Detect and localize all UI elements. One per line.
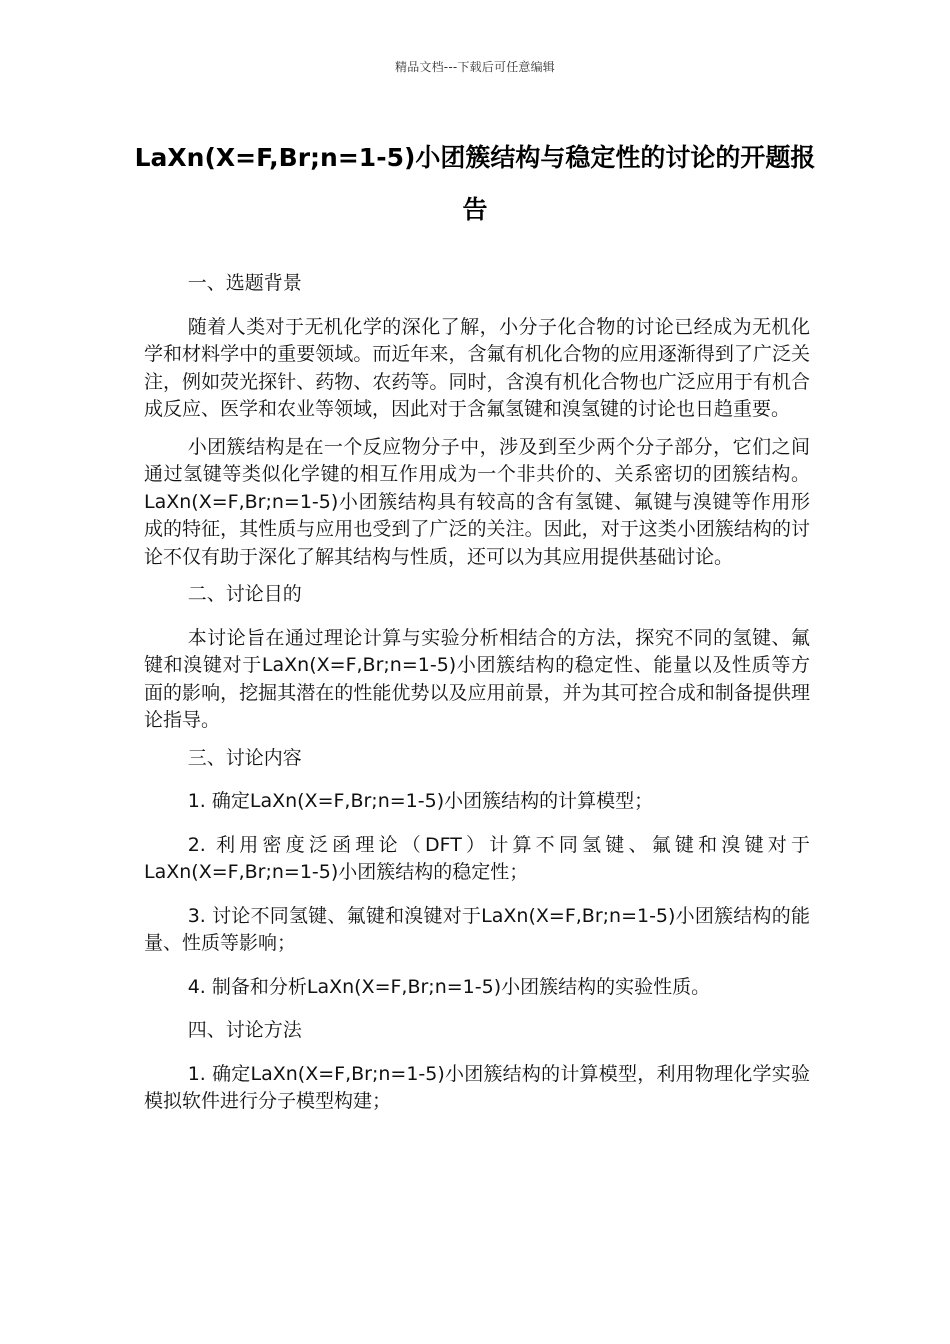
section-heading-content: 三、讨论内容 <box>187 746 302 769</box>
section-heading-method: 四、讨论方法 <box>187 1019 302 1041</box>
paragraph-purpose: 本讨论旨在通过理论计算与实验分析相结合的方法，探究不同的氢键、氟键和溴键对于LaXn(X=F,Br;n=1-5)小团簇结构的稳定性、能量以及性质等方面的影响，挖掘其潜在的性能优势以及应用前景，并为其可控合成和制备提供理论指导。 <box>144 626 810 731</box>
list-item-content-1: 1. 确定LaXn(X=F,Br;n=1-5)小团簇结构的计算模型； <box>187 790 654 812</box>
list-item-content-3: 3. 讨论不同氢键、氟键和溴键对于LaXn(X=F,Br;n=1-5)小团簇结构的能量、性质等影响； <box>144 904 810 954</box>
section-heading-background: 一、选题背景 <box>187 272 302 294</box>
section-heading-purpose: 二、讨论目的 <box>187 583 302 605</box>
header-note: 精品文档---下载后可任意编辑 <box>395 60 555 74</box>
list-item-content-4: 4. 制备和分析LaXn(X=F,Br;n=1-5)小团簇结构的实验性质。 <box>187 975 711 998</box>
paragraph-background-1: 随着人类对于无机化学的深化了解，小分子化合物的讨论已经成为无机化学和材料学中的重要领域。而近年来，含氟有机化合物的应用逐渐得到了广泛关注，例如荧光探针、药物、农药等。同时，含溴有机化合物也广泛应用于有机合成反应、医学和农业等领域，因此对于含氟氢键和溴氢键的讨论也日趋重要。 <box>144 315 810 420</box>
list-item-content-2: 2. 利用密度泛函理论（DFT）计算不同氢键、氟键和溴键对于LaXn(X=F,Br;n=1-5)小团簇结构的稳定性； <box>144 833 810 883</box>
document-body <box>144 270 810 1132</box>
paragraph-background-2: 小团簇结构是在一个反应物分子中，涉及到至少两个分子部分，它们之间通过氢键等类似化学键的相互作用成为一个非共价的、关系密切的团簇结构。LaXn(X=F,Br;n=1-5)小团簇结构具有较高的含有氢键、氟键与溴键等作用形成的特征，其性质与应用也受到了广泛的关注。因此，对于这类小团簇结构的讨论不仅有助于深化了解其结构与性质，还可以为其应用提供基础讨论。 <box>144 435 810 568</box>
document-title: LaXn(X=F,Br;n=1-5)小团簇结构与稳定性的讨论的开题报告 <box>134 143 816 224</box>
list-item-method-1: 1. 确定LaXn(X=F,Br;n=1-5)小团簇结构的计算模型，利用物理化学实验模拟软件进行分子模型构建； <box>144 1062 810 1112</box>
